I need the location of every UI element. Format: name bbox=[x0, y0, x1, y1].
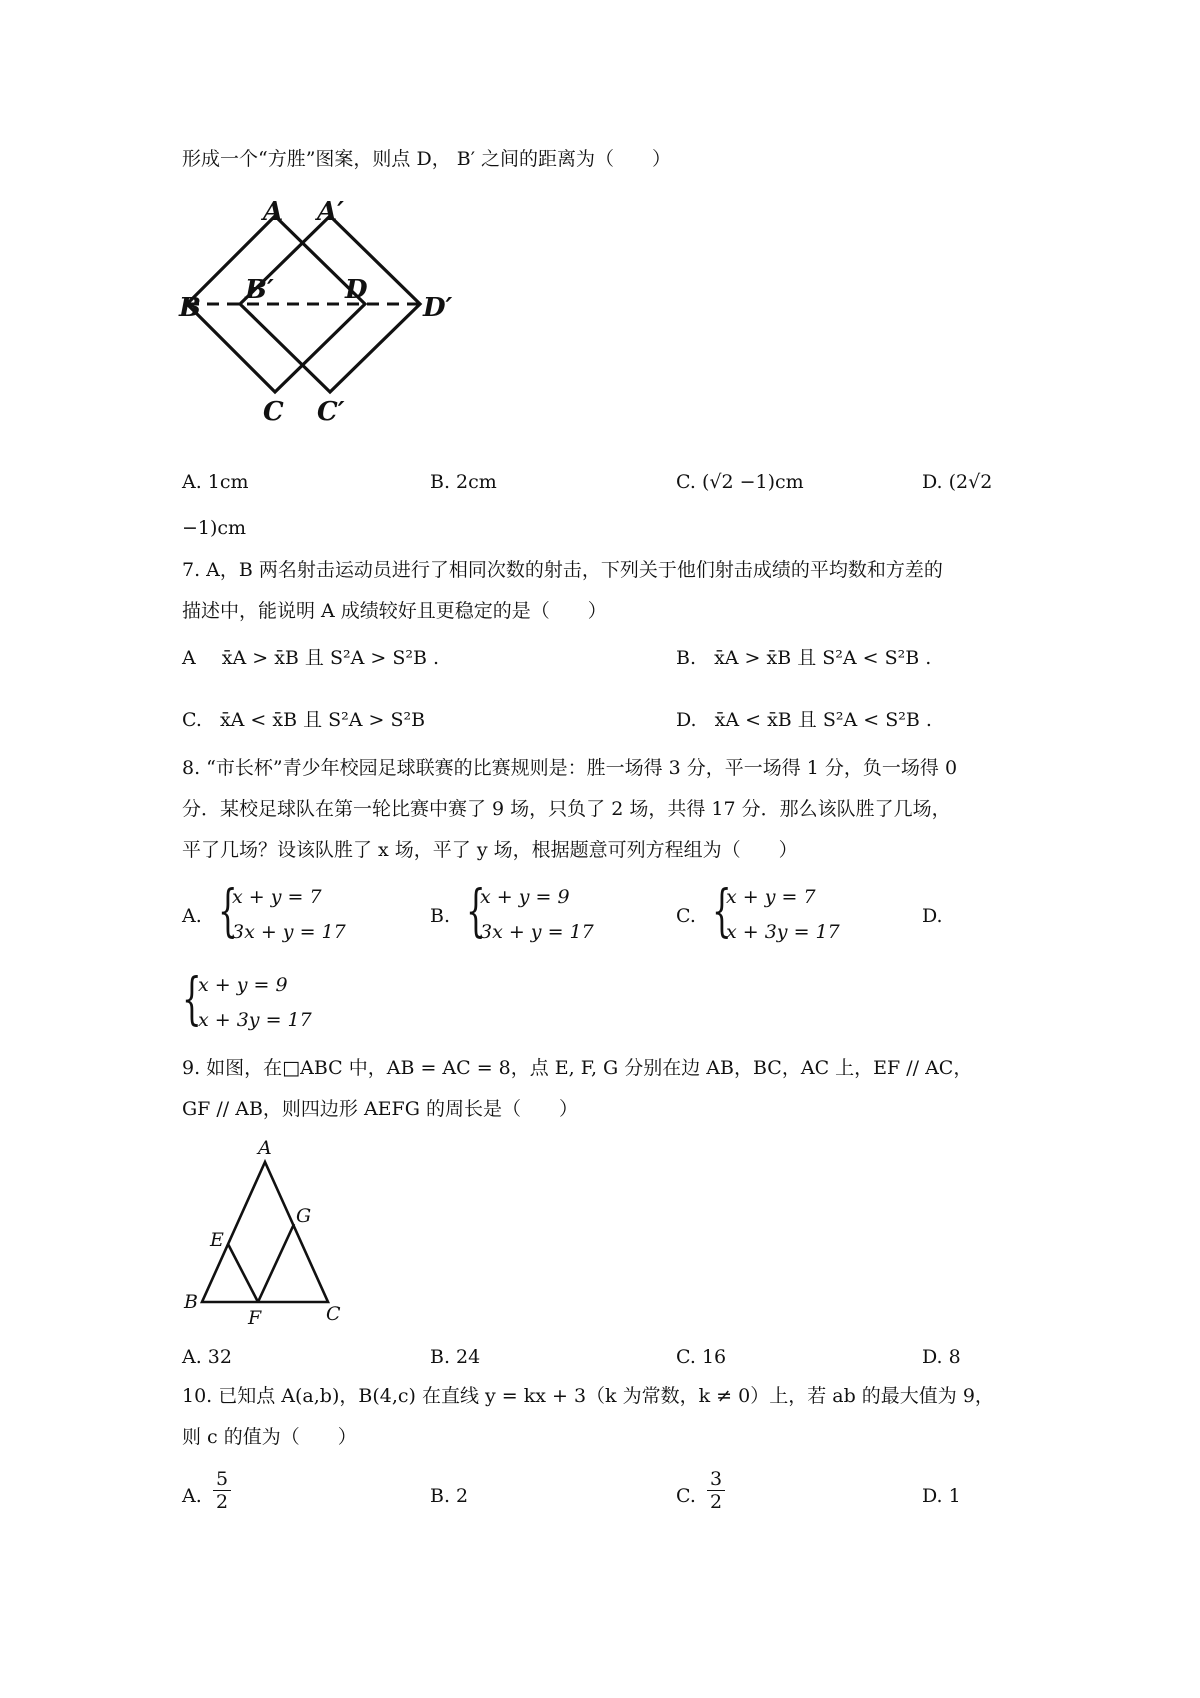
q8-line2: 分．某校足球队在第一轮比赛中赛了 9 场，只负了 2 场，共得 17 分．那么该队胜了几场， bbox=[182, 798, 951, 820]
label-b: B bbox=[179, 293, 201, 323]
equation-1: x + y = 7 bbox=[232, 886, 322, 908]
option-text: x̄A < x̄B 且 S²A < S²B . bbox=[714, 709, 932, 731]
brace-icon: { bbox=[218, 879, 238, 944]
brace-icon: { bbox=[466, 879, 486, 944]
q6-option-c[interactable]: C. (√2 −1)cm bbox=[676, 471, 804, 493]
q7-line1: 7. A，B 两名射击运动员进行了相同次数的射击，下列关于他们射击成绩的平均数和方差的 bbox=[182, 559, 943, 581]
option-letter: A. bbox=[182, 1485, 202, 1507]
label-f: F bbox=[248, 1307, 262, 1329]
equation-2: 3x + y = 17 bbox=[232, 921, 346, 943]
q10-line2: 则 c 的值为（ ） bbox=[182, 1426, 357, 1448]
segment-ef bbox=[228, 1244, 258, 1302]
q9-line2: GF // AB，则四边形 AEFG 的周长是（ ） bbox=[182, 1098, 578, 1120]
fraction bbox=[704, 1468, 728, 1513]
q7-option-b[interactable] bbox=[676, 646, 931, 670]
q9-figure bbox=[180, 1130, 360, 1330]
label-b: B bbox=[184, 1291, 198, 1313]
q9-line1: 9. 如图，在□ABC 中，AB = AC = 8，点 E, F, G 分别在边 AB，BC，AC 上，EF // AC， bbox=[182, 1057, 973, 1079]
option-letter: D. bbox=[922, 905, 943, 927]
fraction bbox=[210, 1468, 234, 1513]
q10-option-b[interactable]: B. 2 bbox=[430, 1485, 469, 1507]
label-c: C bbox=[326, 1303, 341, 1325]
q6-stem: 形成一个“方胜”图案，则点 D， B′ 之间的距离为（ ） bbox=[182, 148, 672, 170]
option-letter: B. bbox=[676, 647, 697, 669]
q6-option-a[interactable]: A. 1cm bbox=[182, 471, 249, 493]
q6-figure bbox=[179, 192, 485, 432]
equation-2: 3x + y = 17 bbox=[480, 921, 594, 943]
q6-option-b[interactable]: B. 2cm bbox=[430, 471, 497, 493]
equation-2: x + 3y = 17 bbox=[726, 921, 840, 943]
q9-option-d[interactable]: D. 8 bbox=[922, 1346, 961, 1368]
q8-line3: 平了几场？设该队胜了 x 场，平了 y 场，根据题意可列方程组为（ ） bbox=[182, 839, 798, 861]
numerator: 3 bbox=[709, 1468, 723, 1490]
option-letter: A. bbox=[182, 905, 202, 927]
label-a-prime: A′ bbox=[317, 197, 345, 227]
label-d-prime: D′ bbox=[423, 293, 453, 323]
q7-option-a[interactable] bbox=[182, 646, 439, 670]
q10-line1: 10. 已知点 A(a,b)，B(4,c) 在直线 y = kx + 3（k 为常数，k ≠ 0）上，若 ab 的最大值为 9， bbox=[182, 1385, 994, 1407]
q7-option-c[interactable] bbox=[182, 708, 425, 732]
q9-option-b[interactable]: B. 24 bbox=[430, 1346, 481, 1368]
segment-fg bbox=[258, 1224, 294, 1302]
q10-option-d[interactable]: D. 1 bbox=[922, 1485, 961, 1507]
option-letter: D. bbox=[676, 709, 697, 731]
option-letter: C. bbox=[676, 905, 696, 927]
brace-icon: { bbox=[182, 967, 202, 1032]
brace-icon: { bbox=[712, 879, 732, 944]
label-b-prime: B′ bbox=[245, 275, 274, 305]
q7-option-d[interactable] bbox=[676, 708, 932, 732]
q6-option-d-cont: −1)cm bbox=[182, 517, 247, 539]
equation-2: x + 3y = 17 bbox=[198, 1009, 312, 1031]
option-text: x̄A > x̄B 且 S²A > S²B . bbox=[221, 647, 440, 669]
option-letter: B. bbox=[430, 905, 451, 927]
label-c: C bbox=[263, 397, 284, 427]
label-d: D bbox=[345, 275, 368, 305]
q6-option-d[interactable]: D. (2√2 bbox=[922, 471, 993, 493]
denominator: 2 bbox=[709, 1491, 723, 1513]
equation-1: x + y = 9 bbox=[480, 886, 570, 908]
denominator: 2 bbox=[215, 1491, 229, 1513]
q7-line2: 描述中，能说明 A 成绩较好且更稳定的是（ ） bbox=[182, 600, 607, 622]
equation-1: x + y = 7 bbox=[726, 886, 816, 908]
option-letter: C. bbox=[182, 709, 202, 731]
q8-line1: 8. “市长杯”青少年校园足球联赛的比赛规则是：胜一场得 3 分，平一场得 1 分，负一场得 0 bbox=[182, 757, 958, 779]
q9-option-a[interactable]: A. 32 bbox=[182, 1346, 232, 1368]
option-letter: C. bbox=[676, 1485, 696, 1507]
label-g: G bbox=[296, 1205, 312, 1227]
equation-1: x + y = 9 bbox=[198, 974, 288, 996]
q9-option-c[interactable]: C. 16 bbox=[676, 1346, 727, 1368]
label-e: E bbox=[210, 1229, 224, 1251]
option-text: x̄A > x̄B 且 S²A < S²B . bbox=[714, 647, 932, 669]
label-c-prime: C′ bbox=[317, 397, 345, 427]
option-letter: A bbox=[182, 647, 196, 669]
label-a: A bbox=[258, 1137, 272, 1159]
option-text: x̄A < x̄B 且 S²A > S²B bbox=[219, 709, 426, 731]
numerator: 5 bbox=[215, 1468, 229, 1490]
label-a: A bbox=[263, 197, 284, 227]
